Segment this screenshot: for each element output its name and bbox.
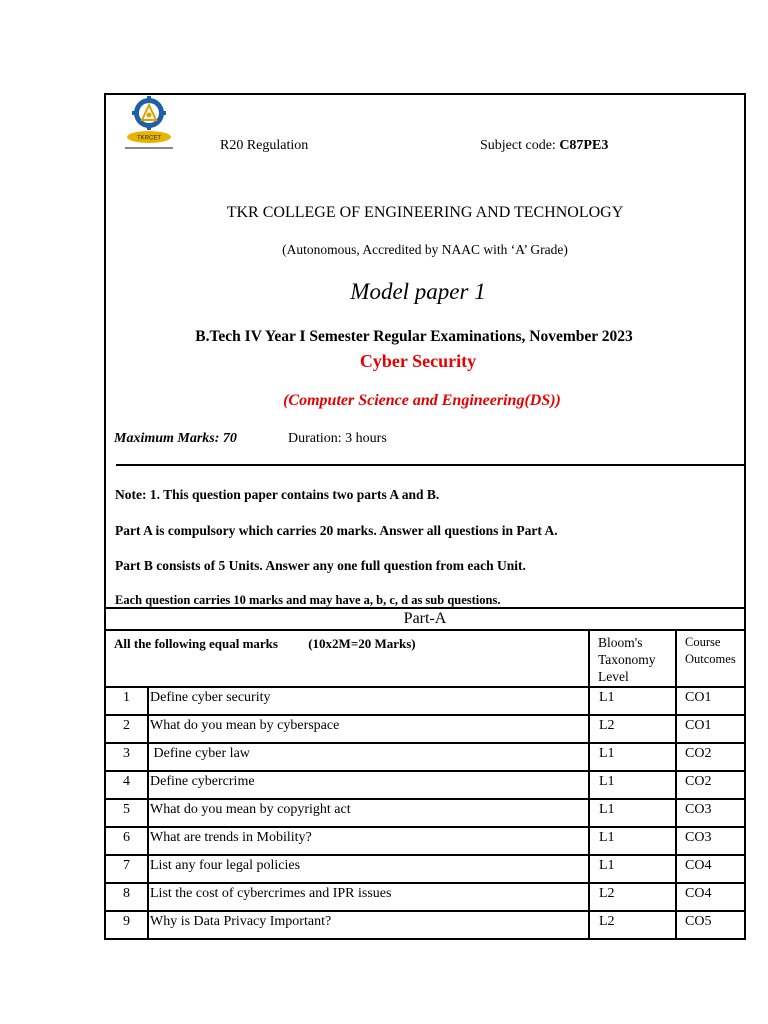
blooms-level: L1 — [588, 856, 675, 882]
blooms-level: L1 — [588, 828, 675, 854]
note-line-3: Part B consists of 5 Units. Answer any one full question from each Unit. — [115, 558, 526, 573]
question-row — [106, 800, 744, 828]
college-logo-icon — [123, 95, 175, 155]
question-row — [106, 744, 744, 772]
subject-code-value: C87PE3 — [559, 138, 609, 153]
question-text: Define cyber law — [147, 744, 588, 770]
question-row — [106, 856, 744, 884]
note-line-2: Part A is compulsory which carries 20 marks. Answer all questions in Part A. — [115, 523, 558, 538]
question-row — [106, 912, 744, 940]
blooms-level: L1 — [588, 800, 675, 826]
question-number: 1 — [123, 690, 130, 705]
exam-line: B.Tech IV Year I Semester Regular Examinations, November 2023 — [195, 328, 633, 345]
question-text: Why is Data Privacy Important? — [147, 912, 588, 940]
course-outcome: CO3 — [675, 800, 744, 826]
paper-title: Model paper 1 — [350, 279, 486, 304]
blooms-level: L1 — [588, 744, 675, 770]
question-number: 6 — [123, 830, 130, 845]
subject-code — [480, 138, 608, 154]
question-text: List any four legal policies — [147, 856, 588, 882]
question-row — [106, 772, 744, 800]
course-outcome: CO1 — [675, 688, 744, 714]
question-text: List the cost of cybercrimes and IPR issues — [147, 884, 588, 910]
question-text: Define cyber security — [147, 688, 588, 714]
college-name: TKR COLLEGE OF ENGINEERING AND TECHNOLOGY — [226, 204, 624, 221]
duration: Duration: 3 hours — [288, 431, 387, 446]
header-text: All the following equal marks — [114, 636, 278, 651]
part-a-header-row — [106, 631, 744, 688]
divider — [116, 464, 744, 466]
part-a-title-row — [106, 609, 744, 631]
subject-name: Cyber Security — [359, 351, 477, 371]
question-number: 5 — [123, 802, 130, 817]
question-number: 2 — [123, 718, 130, 733]
note-line-4: Each question carries 10 marks and may have a, b, c, d as sub questions. — [115, 593, 501, 607]
course-outcome: CO5 — [675, 912, 744, 940]
question-number: 4 — [123, 774, 130, 789]
question-text: Define cybercrime — [147, 772, 588, 798]
question-text: What are trends in Mobility? — [147, 828, 588, 854]
blooms-header: Bloom's Taxonomy Level — [588, 631, 675, 686]
part-a-table — [106, 607, 744, 940]
logo-label: TKRCET — [137, 135, 161, 142]
blooms-level: L1 — [588, 688, 675, 714]
course-outcome: CO2 — [675, 744, 744, 770]
blooms-level: L2 — [588, 912, 675, 940]
subject-code-label: Subject code: — [480, 138, 556, 153]
header-marks: (10x2M=20 Marks) — [308, 636, 416, 651]
question-paper — [104, 93, 746, 940]
course-outcome: CO4 — [675, 856, 744, 882]
max-marks: Maximum Marks: 70 — [114, 431, 237, 446]
question-rows — [106, 688, 744, 940]
branch-name: (Computer Science and Engineering(DS)) — [283, 392, 561, 409]
course-outcome: CO4 — [675, 884, 744, 910]
college-accreditation: (Autonomous, Accredited by NAAC with ‘A’ Grade) — [282, 242, 568, 257]
blooms-level: L2 — [588, 716, 675, 742]
outcomes-header: Course Outcomes — [675, 631, 744, 686]
course-outcome: CO1 — [675, 716, 744, 742]
regulation: R20 Regulation — [220, 138, 309, 153]
question-number: 3 — [123, 746, 130, 761]
header-instruction — [114, 631, 584, 686]
course-outcome: CO3 — [675, 828, 744, 854]
question-row — [106, 828, 744, 856]
question-text: What do you mean by cyberspace — [147, 716, 588, 742]
blooms-level: L2 — [588, 884, 675, 910]
question-row — [106, 716, 744, 744]
blooms-level: L1 — [588, 772, 675, 798]
course-outcome: CO2 — [675, 772, 744, 798]
question-row — [106, 688, 744, 716]
question-number: 8 — [123, 886, 130, 901]
question-number: 9 — [123, 914, 130, 929]
part-a-title: Part-A — [403, 610, 447, 627]
question-number: 7 — [123, 858, 130, 873]
note-line-1: Note: 1. This question paper contains two parts A and B. — [115, 487, 440, 502]
question-row — [106, 884, 744, 912]
question-text: What do you mean by copyright act — [147, 800, 588, 826]
